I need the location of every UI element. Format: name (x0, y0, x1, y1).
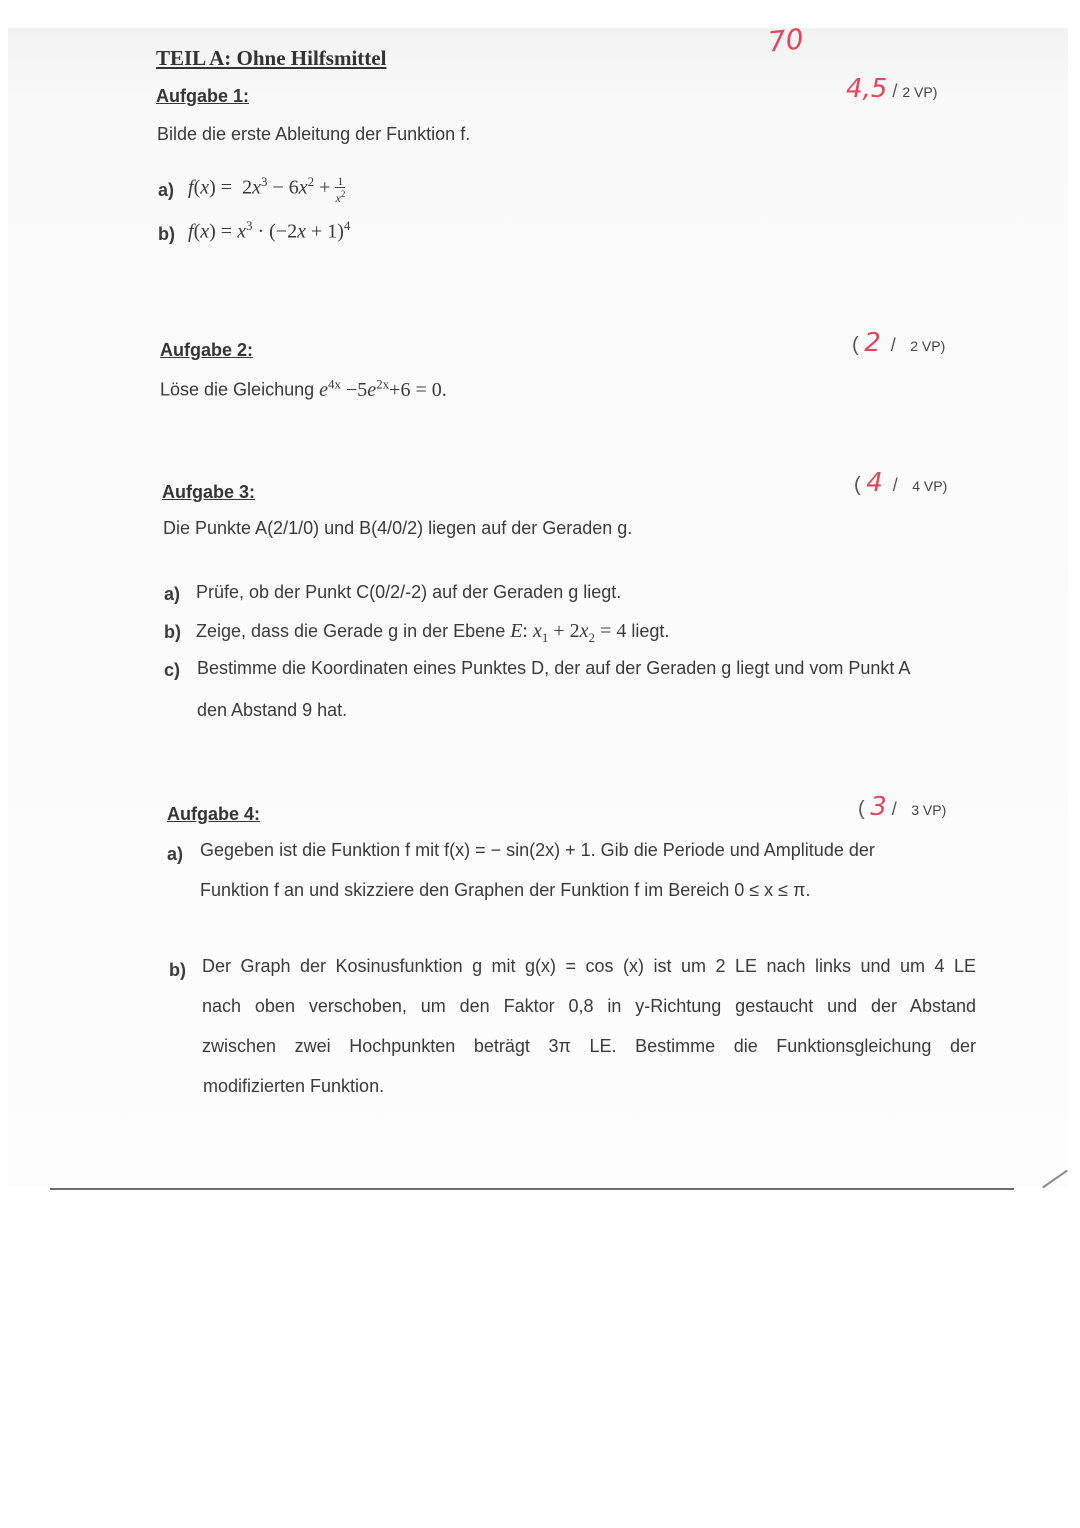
task-4-score-box (858, 792, 946, 822)
task-1-score: 4,5 (846, 74, 888, 104)
handwritten-total-mark: 70 (766, 22, 806, 59)
task-3-part-c-line2: den Abstand 9 hat. (197, 700, 348, 720)
task-4-part-a-label: a) (167, 844, 184, 864)
task-4-part-a-line1: Gegeben ist die Funktion f mit f(x) = − sin(2x) + 1. Gib die Periode und Amplitude der (200, 840, 875, 860)
task-3-score-box (854, 468, 947, 498)
task-1-score-box (846, 74, 937, 104)
task-3-paren: ( (854, 474, 867, 496)
task-3-part-c-label: c) (164, 660, 181, 680)
task-1-slash: / (887, 81, 903, 101)
task-2-heading: Aufgabe 2: (160, 340, 254, 360)
task-4-score: 3 (870, 792, 887, 822)
task-3-part-a-text: Prüfe, ob der Punkt C(0/2/-2) auf der Geraden g liegt. (196, 582, 622, 602)
task-3-points: 4 VP) (912, 478, 948, 494)
task-1-part-b-formula: $f(x) = x^3 \cdot (-2x + 1)^4$ (188, 218, 351, 243)
task-1-part-a-formula: $f(x) = 2x^3 - 6x^2$ + $\frac{1}{x^2}$ (188, 173, 346, 205)
section-title: TEIL A: Ohne Hilfsmittel (156, 46, 387, 70)
task-1-part-b-label: b) (158, 224, 175, 244)
task-2-points: 2 VP) (910, 338, 946, 354)
task-4-part-a-line2: Funktion f an und skizziere den Graphen der Funktion f im Bereich 0 ≤ x ≤ π. (200, 880, 811, 900)
task-2-intro: Löse die Gleichung $e^{4x} -5e^{2x}+6 = 0$. (160, 376, 447, 401)
task-2-score: 2 (864, 328, 881, 358)
task-4-part-b-label: b) (169, 960, 186, 980)
task-4-part-b-line1: Der Graph der Kosinusfunktion g mit g(x) = cos (x) ist um 2 LE nach links und um 4 LE (202, 956, 976, 976)
task-4-part-b-line2: nach oben verschoben, um den Faktor 0,8 in y-Richtung gestaucht und der Abstand (202, 996, 976, 1016)
bottom-divider (50, 1188, 1014, 1190)
fraction: $\frac{1}{x^2}$ (335, 173, 346, 205)
task-4-heading: Aufgabe 4: (167, 804, 261, 824)
task-3-heading: Aufgabe 3: (162, 482, 256, 502)
task-1-heading: Aufgabe 1: (156, 86, 250, 106)
task-3-part-a-label: a) (164, 584, 181, 604)
task-4-slash: / (886, 799, 907, 819)
task-1-intro: Bilde die erste Ableitung der Funktion f. (157, 124, 471, 144)
task-2-score-box (852, 328, 945, 358)
task-3-part-c-line1: Bestimme die Koordinaten eines Punktes D, der auf der Geraden g liegt und vom Punkt A (197, 658, 911, 678)
task-4-points: 3 VP) (911, 802, 947, 818)
task-3-part-b-text: Zeige, dass die Gerade g in der Ebene E: $x_1 + 2x_2 = 4$ liegt. (196, 620, 670, 645)
task-1-points: 2 VP) (902, 84, 938, 100)
task-4-part-b-line3: zwischen zwei Hochpunkten beträgt 3π LE. Bestimme die Funktionsgleichung der (202, 1036, 976, 1056)
task-4-part-b-line4: modifizierten Funktion. (203, 1076, 385, 1096)
task-2-paren: ( (852, 334, 865, 356)
task-3-part-b-label: b) (164, 622, 181, 642)
task-3-intro: Die Punkte A(2/1/0) und B(4/0/2) liegen auf der Geraden g. (163, 518, 633, 538)
task-1-part-a-label: a) (158, 180, 175, 200)
task-2-slash: / (880, 335, 906, 355)
task-3-score: 4 (866, 468, 883, 498)
task-4-paren: ( (858, 798, 871, 820)
task-3-slash: / (882, 475, 908, 495)
